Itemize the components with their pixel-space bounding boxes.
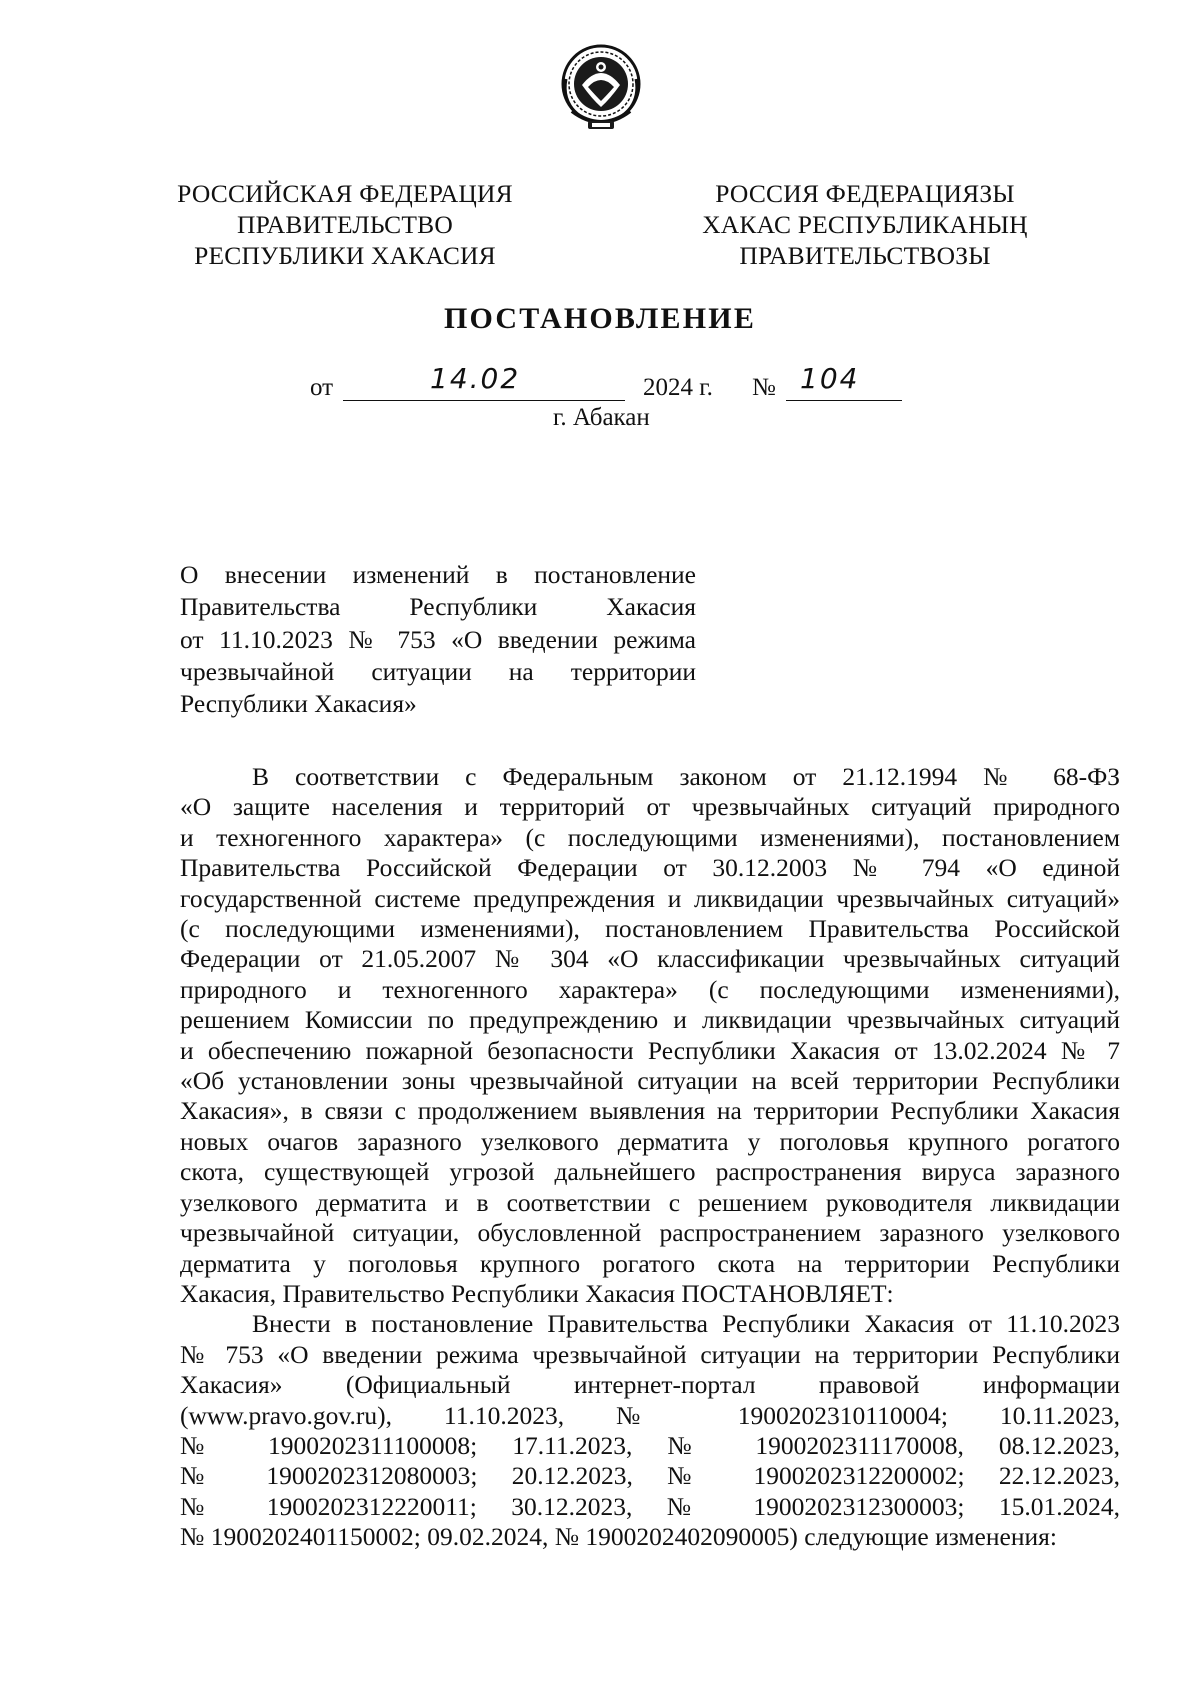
document-subject — [180, 559, 696, 720]
body-line: № 1900202312080003; 20.12.2023, № 1900202312200002; 22.12.2023, — [180, 1461, 1120, 1491]
city: г. Абакан — [553, 404, 650, 431]
header-right-line: ХАКАС РЕСПУБЛИКАНЫҢ — [702, 210, 1028, 239]
body-line: Хакасия», в связи с продолжением выявления на территории Республики Хакасия — [180, 1096, 1120, 1126]
header-left-line: ПРАВИТЕЛЬСТВО — [237, 210, 453, 239]
header-right-line: РОССИЯ ФЕДЕРАЦИЯЗЫ — [715, 179, 1015, 208]
date-year: 2024 г. — [643, 374, 713, 401]
body-line: № 1900202311100008; 17.11.2023, № 1900202311170008, 08.12.2023, — [180, 1430, 1120, 1460]
body-line: новых очагов заразного узелкового дерматита у поголовья крупного рогатого — [180, 1126, 1120, 1156]
body-line: природного и техногенного характера» (с последующими изменениями), — [180, 974, 1120, 1004]
body-line: решением Комиссии по предупреждению и ликвидации чрезвычайных ситуаций — [180, 1005, 1120, 1035]
number-sign: № — [752, 374, 776, 401]
subject-line: Правительства Республики Хакасия — [180, 592, 696, 622]
document-number: 104 — [800, 362, 860, 395]
date-value: 14.02 — [430, 362, 521, 395]
body-line: Хакасия, Правительство Республики Хакасия ПОСТАНОВЛЯЕТ: — [180, 1278, 894, 1308]
body-line: В соответствии с Федеральным законом от 21.12.1994 № 68-ФЗ — [252, 762, 1120, 791]
body-line: Федерации от 21.05.2007 № 304 «О классификации чрезвычайных ситуаций — [180, 944, 1120, 974]
body-line: Внести в постановление Правительства Республики Хакасия от 11.10.2023 — [252, 1309, 1120, 1339]
body-line: № 753 «О введении режима чрезвычайной ситуации на территории Республики — [180, 1339, 1120, 1369]
subject-line: О внесении изменений в постановление — [180, 560, 696, 589]
body-line: и обеспечению пожарной безопасности Республики Хакасия от 13.02.2024 № 7 — [180, 1035, 1120, 1065]
body-line: государственной системе предупреждения и ликвидации чрезвычайных ситуаций» — [180, 883, 1120, 913]
body-line: Хакасия» (Официальный интернет-портал правовой информации — [180, 1370, 1120, 1400]
body-line: Правительства Российской Федерации от 30.12.2003 № 794 «О единой — [180, 853, 1120, 883]
header-right — [675, 178, 1055, 271]
body-line: узелкового дерматита и в соответствии с решением руководителя ликвидации — [180, 1187, 1120, 1217]
republic-emblem — [558, 41, 644, 141]
document-title: ПОСТАНОВЛЕНИЕ — [443, 302, 757, 335]
header-left-line: РОССИЙСКАЯ ФЕДЕРАЦИЯ — [177, 179, 513, 208]
subject-line: от 11.10.2023 № 753 «О введении режима — [180, 624, 696, 654]
subject-line: Республики Хакасия» — [180, 689, 417, 719]
document-body — [180, 762, 1120, 1553]
body-line: (www.pravo.gov.ru), 11.10.2023, № 1900202310110004; 10.11.2023, — [180, 1400, 1120, 1430]
body-line: № 1900202401150002; 09.02.2024, № 1900202402090005) следующие изменения: — [180, 1522, 1057, 1552]
date-prefix: от — [310, 374, 334, 401]
body-line: дерматита у поголовья крупного рогатого скота на территории Республики — [180, 1248, 1120, 1278]
body-line: «О защите населения и территорий от чрезвычайных ситуаций природного — [180, 792, 1120, 822]
body-line: скота, существующей угрозой дальнейшего распространения вируса заразного — [180, 1157, 1120, 1187]
header-right-line: ПРАВИТЕЛЬСТВОЗЫ — [739, 241, 991, 270]
header-left — [150, 178, 540, 271]
body-line: чрезвычайной ситуации, обусловленной распространением заразного узелкового — [180, 1218, 1120, 1248]
subject-line: чрезвычайной ситуации на территории — [180, 656, 696, 686]
body-line: № 1900202312220011; 30.12.2023, № 1900202312300003; 15.01.2024, — [180, 1491, 1120, 1521]
header-left-line: РЕСПУБЛИКИ ХАКАСИЯ — [194, 241, 496, 270]
body-line: (с последующими изменениями), постановлением Правительства Российской — [180, 914, 1120, 944]
body-line: и техногенного характера» (с последующими изменениями), постановлением — [180, 822, 1120, 852]
body-line: «Об установлении зоны чрезвычайной ситуации на всей территории Республики — [180, 1066, 1120, 1096]
